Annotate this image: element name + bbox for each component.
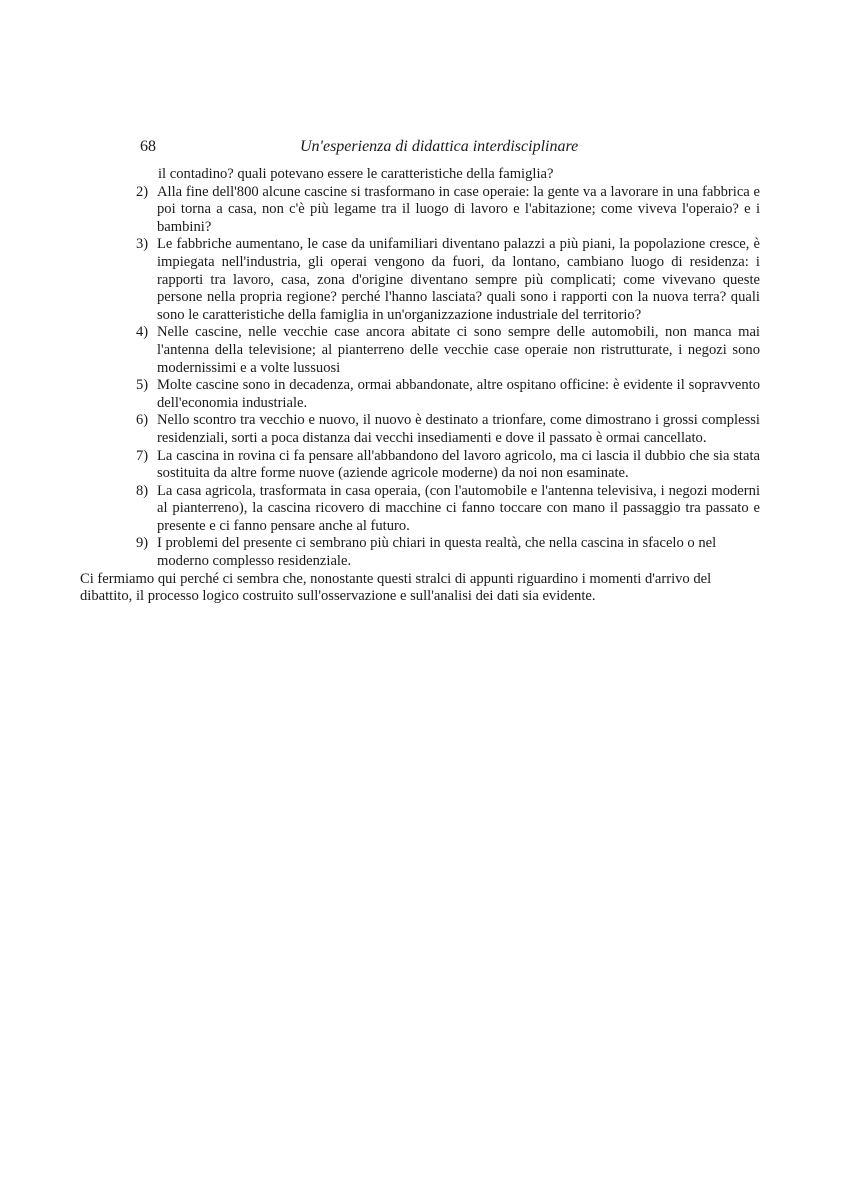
- item-number: 4): [136, 324, 149, 341]
- page-body: [80, 166, 760, 606]
- item-text: Nello scontro tra vecchio e nuovo, il nuovo è destinato a trionfare, come dimostrano i grossi complessi residenziali, sorti a poca distanza dai vecchi insediamenti e dove il passato è ormai cancellato.: [157, 412, 760, 446]
- page-header: [0, 138, 850, 160]
- item-number: 9): [136, 535, 149, 552]
- list-item: [80, 448, 760, 483]
- list-item: [80, 166, 760, 184]
- list-item: [80, 483, 760, 536]
- list-item: [80, 412, 760, 447]
- numbered-list: [80, 166, 760, 571]
- list-item: [80, 184, 760, 237]
- item-text: Le fabbriche aumentano, le case da unifamiliari diventano palazzi a più piani, la popolazione cresce, è impiegata nell'industria, gli operai vengono da fuori, da lontano, cambiano luogo di residenza: i rapporti tra lavoro, casa, zona d'origine diventano sempre più complicati; come vivevano queste persone nella propria regione? perché l'hanno lasciata? quali sono i rapporti con la nuova terra? quali sono le caratteristiche della famiglia in un'organizzazione industriale del territorio?: [157, 236, 760, 323]
- item-text: I problemi del presente ci sembrano più chiari in questa realtà, che nella cascina in sfacelo o nel moderno complesso residenziale.: [157, 535, 717, 570]
- item-text: Nelle cascine, nelle vecchie case ancora abitate ci sono sempre delle automobili, non manca mai l'antenna della televisione; al pianterreno delle vecchie case operaie non ristrutturate, i negozi sono modernissimi e a volte lussuosi: [157, 324, 760, 376]
- running-title: Un'esperienza di didattica interdisciplinare: [300, 138, 579, 155]
- list-item: [80, 324, 760, 377]
- item-text: La cascina in rovina ci fa pensare all'abbandono del lavoro agricolo, ma ci lascia il dubbio che sia stata sostituita da altre forme nuove (aziende agricole moderne) da noi non esaminate.: [157, 447, 760, 482]
- list-item: [80, 236, 760, 324]
- item-text: La casa agricola, trasformata in casa operaia, (con l'automobile e l'antenna televisiva, i negozi moderni al pianterreno), la cascina ricovero di macchine ci fanno toccare con mano il passaggio tra passato e presente e ci fanno pensare anche al futuro.: [157, 482, 760, 534]
- item-number: 8): [136, 482, 149, 499]
- item-number: 2): [136, 183, 149, 200]
- item-number: 5): [136, 377, 149, 394]
- item-text: Alla fine dell'800 alcune cascine si trasformano in case operaie: la gente va a lavorare in una fabbrica e poi torna a casa, non c'è più legame tra il luogo di lavoro e l'abitazione; come viveva l'operaio? e i bambini?: [157, 183, 760, 235]
- closing-paragraph: Ci fermiamo qui perché ci sembra che, nonostante questi stralci di appunti riguardino i momenti d'arrivo del dibattito, il processo logico costruito sull'osservazione e sull'analisi dei dati sia evidente.: [80, 570, 712, 605]
- list-item: [80, 535, 760, 570]
- item-text: il contadino? quali potevano essere le caratteristiche della famiglia?: [158, 166, 554, 182]
- item-number: 7): [136, 447, 149, 464]
- item-number: 6): [136, 412, 149, 429]
- item-text: Molte cascine sono in decadenza, ormai abbandonate, altre ospitano officine: è evidente il sopravvento dell'economia industriale.: [157, 377, 760, 411]
- list-item: [80, 377, 760, 412]
- item-number: 3): [136, 236, 149, 253]
- page-number: 68: [140, 138, 156, 155]
